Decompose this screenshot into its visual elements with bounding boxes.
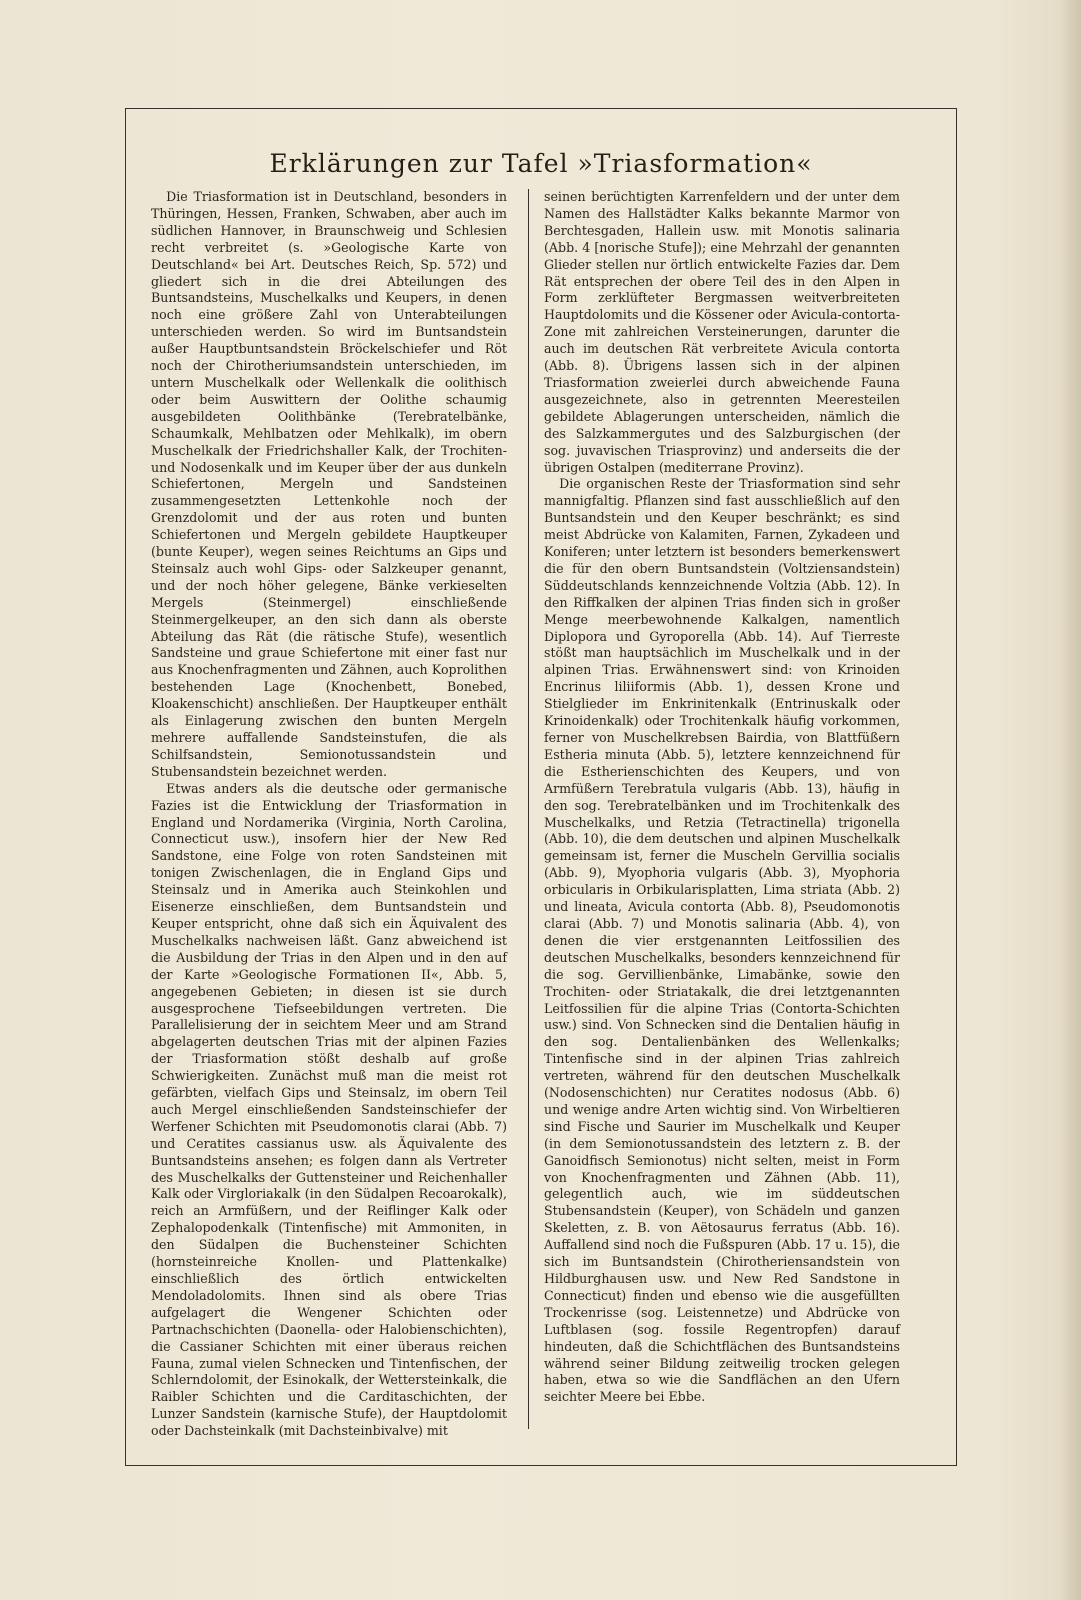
text-frame xyxy=(125,108,957,1466)
column-divider xyxy=(528,189,529,1429)
paragraph: Die Triasformation ist in Deutschland, besonders in Thüringen, Hessen, Franken, Schwaben, aber auch im südlichen Hannover, in Braunschweig und Schlesien recht verbreitet (s. »Geologische Karte von Deutschland« bei Art. Deutsches Reich, Sp. 572) und gliedert sich in die drei Abteilungen des Buntsandsteins, Muschelkalks und Keupers, in denen noch eine größere Zahl von Unterabteilungen unterschieden werden. So wird im Buntsandstein außer Hauptbuntsandstein Bröckelschiefer und Röt noch der Chirotheriumsandstein unterschieden, im untern Muschelkalk oder Wellenkalk die oolithisch oder beim Auswittern der Oolithe schaumig ausgebildeten Oolithbänke (Terebratelbänke, Schaumkalk, Mehlbatzen oder Mehlkalk), im obern Muschelkalk der Friedrichshaller Kalk, der Trochiten- und Nodosenkalk und im Keuper über der aus dunkeln Schiefertonen, Mergeln und Sandsteinen zusammengesetzten Lettenkohle noch der Grenzdolomit und der aus roten und bunten Schiefertonen und Mergeln gebildete Hauptkeuper (bunte Keuper), wegen seines Reichtums an Gips und Steinsalz auch wohl Gips- oder Salzkeuper genannt, und der noch höher gelegene, Bänke verkieselten Mergels (Steinmergel) einschließende Steinmergelkeuper, an den sich dann als oberste Abteilung das Rät (die rätische Stufe), wesentlich Sandsteine und graue Schiefertone mit einer fast nur aus Knochenfragmenten und Zähnen, auch Koprolithen bestehenden Lage (Knochenbett, Bonebed, Kloakenschicht) anschließen. Der Hauptkeuper enthält als Einlagerung zwischen den bunten Mergeln mehrere auffallende Sandsteinstufen, die als Schilfsandstein, Semionotussandstein und Stubensandstein bezeichnet werden. xyxy=(151,189,507,779)
left-column xyxy=(151,189,507,1440)
page-edge-shadow xyxy=(1059,0,1081,1600)
paragraph: Etwas anders als die deutsche oder germanische Fazies ist die Entwicklung der Triasformation in England und Nordamerika (Virginia, North Carolina, Connecticut usw.), insofern hier der New Red Sandstone, eine Folge von roten Sandsteinen mit tonigen Zwischenlagen, die in England Gips und Steinsalz und in Amerika auch Steinkohlen und Eisenerze einschließen, dem Buntsandstein und Keuper entspricht, ohne daß sich ein Äquivalent des Muschelkalks nachweisen läßt. Ganz abweichend ist die Ausbildung der Trias in den Alpen und in den auf der Karte »Geologische Formationen II«, Abb. 5, angegebenen Gebieten; in diesen ist sie durch ausgesprochene Tiefseebildungen vertreten. Die Parallelisierung der in seichtem Meer und am Strand abgelagerten deutschen Trias mit der alpinen Fazies der Triasformation stößt deshalb auf große Schwierigkeiten. Zunächst muß man die meist rot gefärbten, vielfach Gips und Steinsalz, im obern Teil auch Mergel einschließenden Sandsteinschiefer der Werfener Schichten mit Pseudomonotis clarai (Abb. 7) und Ceratites cassianus usw. als Äquivalente des Buntsandsteins ansehen; es folgen dann als Vertreter des Muschelkalks der Guttensteiner und Reichenhaller Kalk oder Virgloriakalk (in den Südalpen Recoarokalk), reich an Armfüßern, und der Reiflinger Kalk oder Zephalopodenkalk (Tintenfische) mit Ammoniten, in den Südalpen die Buchensteiner Schichten (hornsteinreiche Knollen- und Plattenkalke) einschließlich des örtlich entwickelten Mendoladolomits. Ihnen sind als obere Trias aufgelagert die Wengener Schichten oder Partnachschichten (Daonella- oder Halobienschichten), die Cassianer Schichten mit einer überaus reichen Fauna, zumal vielen Schnecken und Tintenfischen, der Schlerndolomit, der Esinokalk, der Wettersteinkalk, die Raibler Schichten und die Carditaschichten, der Lunzer Sandstein (karnische Stufe), der Hauptdolomit oder Dachsteinkalk (mit Dachsteinbivalve) mit xyxy=(151,780,507,1439)
paragraph: Die organischen Reste der Triasformation sind sehr mannigfaltig. Pflanzen sind fast ausschließlich auf den Buntsandstein und den Keuper beschränkt; es sind meist Abdrücke von Kalamiten, Farnen, Zykadeen und Koniferen; unter letztern ist besonders bemerkenswert die für den obern Buntsandstein (Voltziensandstein) Süddeutschlands kennzeichnende Voltzia (Abb. 12). In den Riffkalken der alpinen Trias finden sich in großer Menge meerbewohnende Kalkalgen, namentlich Diplopora und Gyroporella (Abb. 14). Auf Tierreste stößt man hauptsächlich im Muschelkalk und in der alpinen Trias. Erwähnenswert sind: von Krinoiden Encrinus liliiformis (Abb. 1), dessen Krone und Stielglieder im Enkrinitenkalk (Entrinuskalk oder Krinoidenkalk) oder Trochitenkalk häufig vorkommen, ferner von Muschelkrebsen Bairdia, von Blattfüßern Estheria minuta (Abb. 5), letztere kennzeichnend für die Estherienschichten des Keupers, und von Armfüßern Terebratula vulgaris (Abb. 13), häufig in den sog. Terebratelbänken und im Trochitenkalk des Muschelkalks, und Retzia (Tetractinella) trigonella (Abb. 10), die dem deutschen und alpinen Muschelkalk gemeinsam ist, ferner die Muscheln Gervillia socialis (Abb. 9), Myophoria vulgaris (Abb. 3), Myophoria orbicularis in Orbikularisplatten, Lima striata (Abb. 2) und lineata, Avicula contorta (Abb. 8), Pseudomonotis clarai (Abb. 7) und Monotis salinaria (Abb. 4), von denen die vier erstgenannten Leitfossilien des deutschen Muschelkalks, besonders kennzeichnend für die sog. Gervillienbänke, Limabänke, sowie den Trochiten- oder Striatakalk, die drei letztgenannten Leitfossilien für die alpine Trias (Contorta-Schichten usw.) sind. Von Schnecken sind die Dentalien häufig in den sog. Dentalienbänken des Wellenkalks; Tintenfische sind in der alpinen Trias zahlreich vertreten, während für den deutschen Muschelkalk (Nodosenschichten) nur Ceratites nodosus (Abb. 6) und wenige andre Arten wichtig sind. Von Wirbeltieren sind Fische und Saurier im Muschelkalk und Keuper (in dem Semionotussandstein des letztern z. B. der Ganoidfisch Semionotus) nicht selten, meist in Form von Knochenfragmenten und Zähnen (Abb. 11), gelegentlich auch, wie im süddeutschen Stubensandstein (Keuper), von Schädeln und ganzen Skeletten, z. B. von Aëtosaurus ferratus (Abb. 16). Auffallend sind noch die Fußspuren (Abb. 17 u. 15), die sich im Buntsandstein (Chirotheriensandstein von Hildburghausen usw. und New Red Sandstone in Connecticut) finden und ebenso wie die ausgefüllten Trockenrisse (sog. Leistennetze) und Abdrücke von Luftblasen (sog. fossile Regentropfen) darauf hindeuten, daß die Schichtflächen des Buntsandsteins während seiner Bildung zeitweilig trocken gelegen haben, etwa so wie die Sandflächen an den Ufern seichter Meere bei Ebbe. xyxy=(544,476,900,1405)
paragraph: seinen berüchtigten Karrenfeldern und der unter dem Namen des Hallstädter Kalks bekannte Marmor von Berchtesgaden, Hallein usw. mit Monotis salinaria (Abb. 4 [norische Stufe]); eine Mehrzahl der genannten Glieder stellen nur örtlich entwickelte Fazies dar. Dem Rät entsprechen der obere Teil des in den Alpen in Form zerklüfteter Bergmassen weitverbreiteten Hauptdolomits und die Kössener oder Avicula-contorta-Zone mit zahlreichen Versteinerungen, darunter die auch im deutschen Rät verbreitete Avicula contorta (Abb. 8). Übrigens lassen sich in der alpinen Triasformation zweierlei durch abweichende Fauna ausgezeichnete, also in getrennten Meeresteilen gebildete Ablagerungen unterscheiden, nämlich die des Salzkammergutes und des Salzburgischen (der sog. juvavischen Triasprovinz) und anderseits die der übrigen Ostalpen (mediterrane Provinz). xyxy=(544,189,900,475)
page-title: Erklärungen zur Tafel »Triasformation« xyxy=(269,149,813,178)
right-column xyxy=(544,189,900,1406)
